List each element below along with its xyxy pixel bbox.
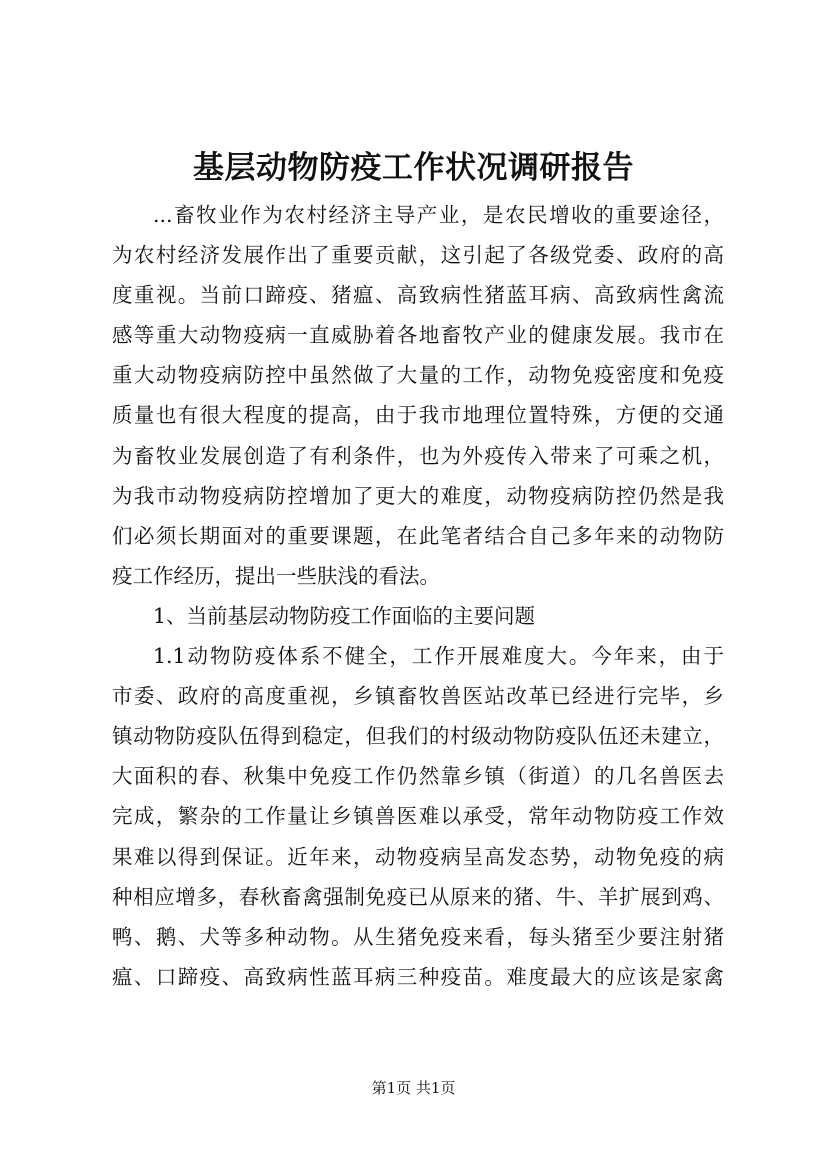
page-number-footer: 第1页 共1页: [371, 1079, 456, 1097]
body-line: 市委、政府的高度重视，乡镇畜牧兽医站改革已经进行完毕，乡: [112, 684, 724, 709]
body-line: 鸭、鹅、犬等多种动物。从生猪免疫来看，每头猪至少要注射猪: [112, 924, 724, 949]
body-line: 瘟、口蹄疫、高致病性蓝耳病三种疫苗。难度最大的应该是家禽: [112, 964, 724, 989]
body-line: 重大动物疫病防控中虽然做了大量的工作，动物免疫密度和免疫: [112, 363, 724, 388]
body-line: 为我市动物疫病防控增加了更大的难度，动物疫病防控仍然是我: [112, 483, 724, 508]
body-line: 感等重大动物疫病一直威胁着各地畜牧产业的健康发展。我市在: [112, 323, 724, 348]
document-title: 基层动物防疫工作状况调研报告: [193, 150, 634, 186]
section-heading: 1、当前基层动物防疫工作面临的主要问题: [153, 603, 536, 628]
body-line: 为畜牧业发展创造了有利条件，也为外疫传入带来了可乘之机，: [112, 443, 724, 468]
document-body: [112, 195, 724, 997]
body-line: 疫工作经历，提出一些肤浅的看法。: [112, 563, 440, 588]
body-line: 质量也有很大程度的提高，由于我市地理位置特殊，方便的交通: [112, 403, 724, 428]
body-line: 镇动物防疫队伍得到稳定，但我们的村级动物防疫队伍还未建立，: [112, 724, 724, 749]
body-line: 为农村经济发展作出了重要贡献，这引起了各级党委、政府的高: [112, 243, 724, 268]
body-line: 度重视。当前口蹄疫、猪瘟、高致病性猪蓝耳病、高致病性禽流: [112, 283, 724, 308]
body-line: 们必须长期面对的重要课题，在此笔者结合自己多年来的动物防: [112, 523, 724, 548]
body-line: 大面积的春、秋集中免疫工作仍然靠乡镇（街道）的几名兽医去: [112, 764, 724, 789]
body-line: 1.1动物防疫体系不健全，工作开展难度大。今年来，由于: [153, 644, 724, 669]
body-line: 完成，繁杂的工作量让乡镇兽医难以承受，常年动物防疫工作效: [112, 804, 724, 829]
body-line: 果难以得到保证。近年来，动物疫病呈高发态势，动物免疫的病: [112, 844, 724, 869]
body-line: ...畜牧业作为农村经济主导产业，是农民增收的重要途径，: [153, 203, 724, 227]
body-line: 种相应增多，春秋畜禽强制免疫已从原来的猪、牛、羊扩展到鸡、: [112, 884, 724, 909]
